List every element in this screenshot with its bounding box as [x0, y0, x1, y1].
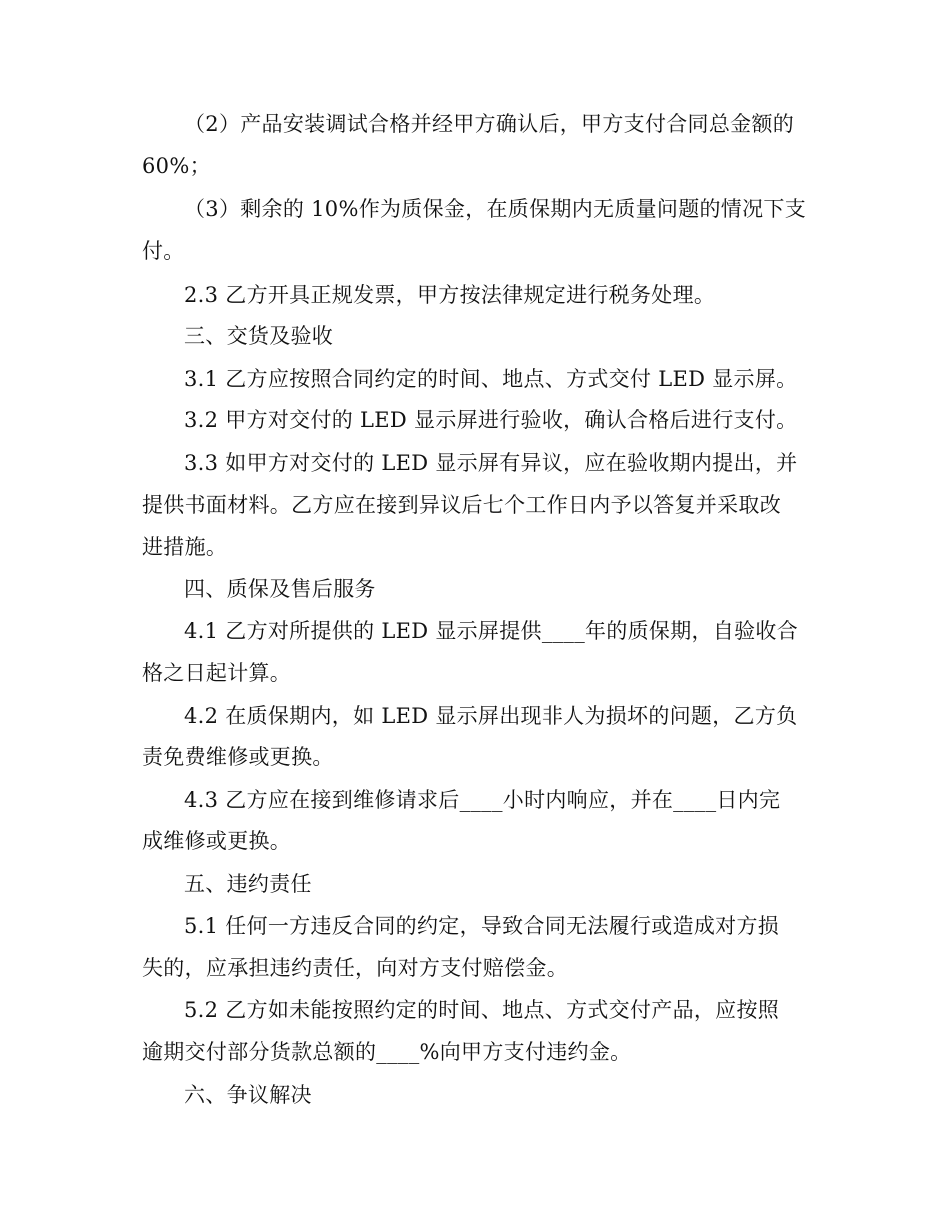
clause-5-1-line-1: 5.1 任何一方违反合同的约定，导致合同无法履行或造成对方损	[184, 914, 780, 938]
clause-4-2-line-1: 4.2 在质保期内，如 LED 显示屏出现非人为损坏的问题，乙方负	[184, 704, 798, 728]
clause-4-1-line-2: 格之日起计算。	[142, 661, 292, 685]
clause-4-3-line-2: 成维修或更换。	[142, 829, 292, 853]
clause-4-1-line-1: 4.1 乙方对所提供的 LED 显示屏提供____年的质保期，自验收合	[184, 619, 799, 643]
section-5-heading: 五、违约责任	[184, 872, 312, 896]
section-3-heading: 三、交货及验收	[184, 324, 334, 348]
section-4-heading: 四、质保及售后服务	[184, 577, 376, 601]
clause-3-1: 3.1 乙方应按照合同约定的时间、地点、方式交付 LED 显示屏。	[184, 367, 798, 391]
section-6-heading: 六、争议解决	[184, 1083, 312, 1107]
clause-5-2-line-1: 5.2 乙方如未能按照约定的时间、地点、方式交付产品，应按照	[184, 998, 780, 1022]
clause-5-1-line-2: 失的，应承担违约责任，向对方支付赔偿金。	[142, 956, 568, 980]
clause-3-2: 3.2 甲方对交付的 LED 显示屏进行验收，确认合格后进行支付。	[184, 408, 798, 432]
clause-2-2-2-line-2: 60%；	[142, 154, 211, 178]
clause-2-2-3-line-2: 付。	[142, 239, 185, 263]
clause-5-2-line-2: 逾期交付部分货款总额的____%向甲方支付违约金。	[142, 1040, 632, 1064]
clause-3-3-line-2: 提供书面材料。乙方应在接到异议后七个工作日内予以答复并采取改	[142, 493, 781, 517]
clause-4-3-line-1: 4.3 乙方应在接到维修请求后____小时内响应，并在____日内完	[184, 788, 781, 812]
clause-4-2-line-2: 责免费维修或更换。	[142, 745, 334, 769]
clause-3-3-line-3: 进措施。	[142, 535, 228, 559]
clause-2-2-2-line-1: （2）产品安装调试合格并经甲方确认后，甲方支付合同总金额的	[184, 112, 795, 136]
clause-2-2-3-line-1: （3）剩余的 10%作为质保金，在质保期内无质量问题的情况下支	[184, 197, 807, 221]
clause-3-3-line-1: 3.3 如甲方对交付的 LED 显示屏有异议，应在验收期内提出，并	[184, 451, 798, 475]
clause-2-3: 2.3 乙方开具正规发票，甲方按法律规定进行税务处理。	[184, 283, 716, 307]
